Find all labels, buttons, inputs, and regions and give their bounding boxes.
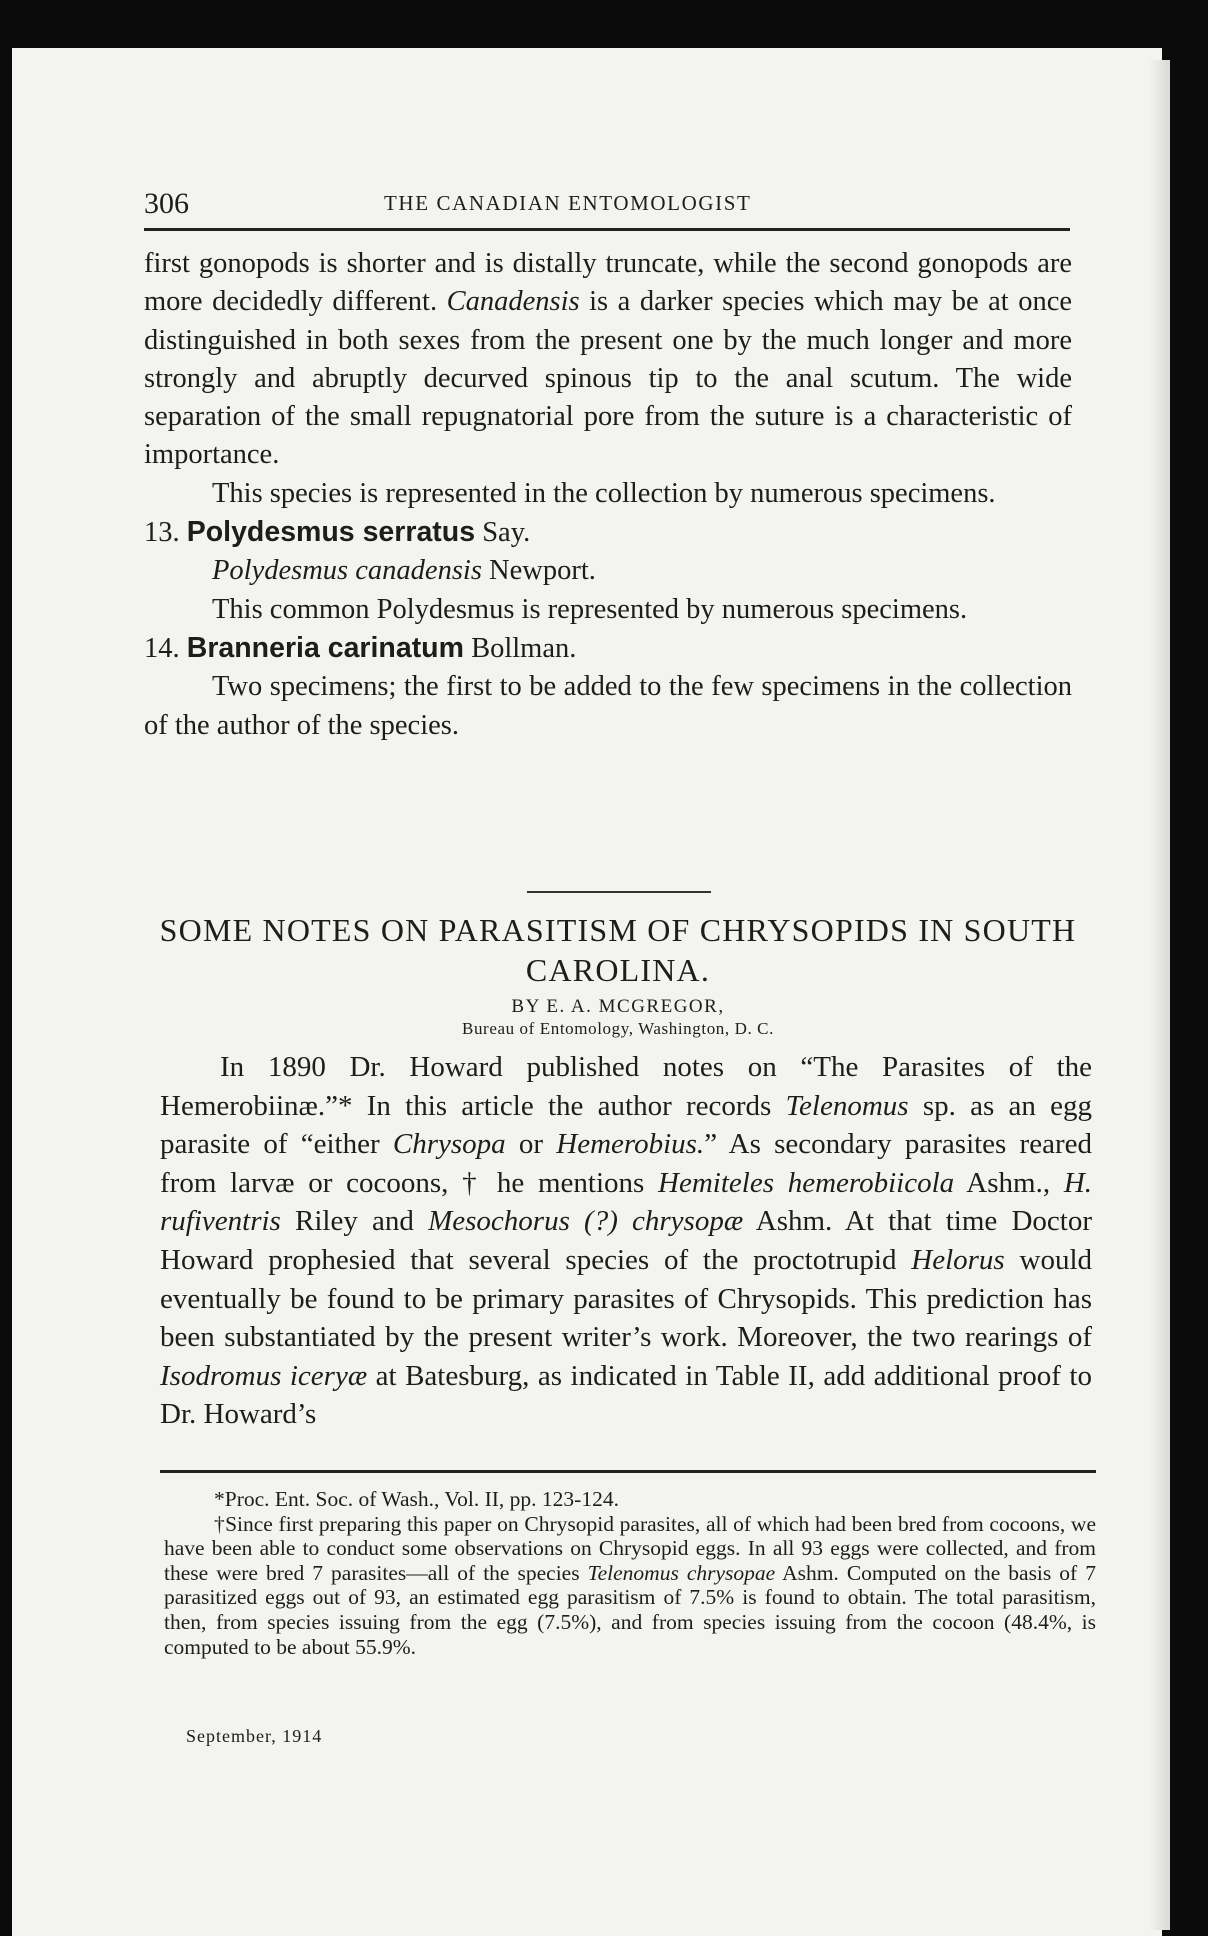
continued-text (144, 245, 1072, 745)
footnote-rule (160, 1470, 1096, 1473)
paragraph: This species is represented in the collection by numerous specimens. (212, 477, 996, 509)
page-number: 306 (144, 187, 189, 220)
text-run: sp. as an egg parasite of “either (160, 1089, 1093, 1161)
text-run: is a darker species which may be at once distinguished in both sexes from the present one by the much longer and more strongly and abruptly decurved spinous tip to the anal scutum. The wide separation of the small repugnatorial pore from the suture is a characteristic of importance. (144, 286, 1072, 471)
italic-run: Hemiteles hemerobiicola (658, 1166, 955, 1199)
article-body (160, 1048, 1092, 1434)
text-run: †Since first preparing this paper on Chrysopid parasites, all of which had been bred from cocoons, we have been able to conduct some observations on Chrysopid eggs. In all 93 eggs were collected, and from these were bred 7 parasites—all of the species (164, 1511, 1096, 1585)
issue-date: September, 1914 (186, 1726, 323, 1746)
entry-number: 13. (144, 517, 180, 549)
species-entry-14 (144, 629, 1072, 668)
italic-run: Mesochorus (?) chrysopæ (428, 1205, 744, 1238)
text-run: Riley and (280, 1205, 429, 1238)
italic-run: Isodromus iceryæ (160, 1359, 368, 1392)
synonym-line (144, 552, 1072, 590)
text-run: ” As secondary parasites reared from larvæ or cocoons, † he mentions (160, 1128, 1092, 1199)
species-author: Say. (475, 517, 531, 549)
text-run: would eventually be found to be primary parasites of Chrysopids. This prediction has been substantiated by the present writer’s work. Moreover, the two rearings of (160, 1243, 1093, 1354)
italic-run: Telenomus (785, 1089, 909, 1122)
footnotes (164, 1487, 1096, 1659)
page-edge-shadow (1150, 60, 1170, 1930)
italic-run: Canadensis (446, 286, 580, 318)
paragraph: Two specimens; the first to be added to the few specimens in the collection of the author of the species. (144, 671, 1072, 741)
text-run: In 1890 Dr. Howard published notes on “The Parasites of the Hemerobiinæ.”* In this article the author records (160, 1051, 1092, 1122)
paragraph (160, 1048, 1092, 1434)
species-author: Bollman. (463, 632, 577, 664)
paragraph: This common Polydesmus is represented by numerous specimens. (212, 593, 968, 625)
article-title: SOME NOTES ON PARASITISM OF CHRYSOPIDS IN SOUTH CAROLINA. (159, 912, 1077, 988)
footnote-1: *Proc. Ent. Soc. of Wash., Vol. II, pp. 123-124. (214, 1487, 619, 1511)
synonym-author: Newport. (481, 555, 596, 587)
text-run: at Batesburg, as indicated in Table II, add additional proof to Dr. Howard’s (160, 1359, 1092, 1431)
italic-run: Hemerobius. (556, 1128, 705, 1161)
page-header (144, 187, 1070, 223)
text-run: Ashm., (954, 1166, 1064, 1199)
text-run: or (505, 1128, 557, 1161)
italic-run: Telenomus chrysopae (587, 1560, 776, 1585)
text-run: Ashm. Computed on the basis of 7 parasitized eggs out of 93, an estimated egg parasitism of 7.5% is found to obtain. The total parasitism, then, from species issuing from the egg (7.5%), and from species issuing from the cocoon (48.4%, is computed to be about 55.9%. (164, 1560, 1096, 1659)
affiliation: Bureau of Entomology, Washington, D. C. (462, 1019, 774, 1038)
italic-run: H. rufiventris (160, 1166, 1093, 1238)
footnote-2 (164, 1512, 1096, 1660)
paragraph (144, 245, 1072, 475)
header-rule (144, 228, 1070, 231)
italic-run: Chrysopa (392, 1128, 506, 1161)
entry-number: 14. (144, 632, 180, 664)
italic-run: Helorus (911, 1243, 1005, 1276)
species-entry-13 (144, 513, 1072, 552)
species-name: Branneria carinatum (186, 631, 464, 664)
running-head: THE CANADIAN ENTOMOLOGIST (384, 191, 752, 215)
byline: BY E. A. MCGREGOR, (511, 996, 725, 1017)
synonym-name: Polydesmus canadensis (212, 555, 482, 587)
text-run: first gonopods is shorter and is distally truncate, while the second gonopods are more decidedly different. (144, 248, 1072, 318)
species-name: Polydesmus serratus (186, 516, 476, 549)
text-run: Ashm. At that time Doctor Howard prophesied that several species of the proctotrupid (160, 1205, 1092, 1276)
section-divider (527, 891, 711, 893)
